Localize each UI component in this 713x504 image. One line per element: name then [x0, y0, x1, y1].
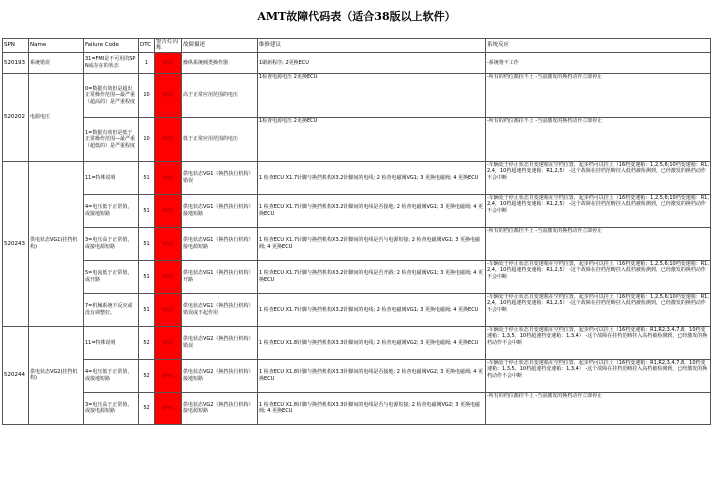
- repair-cell: 1 检查ECU X1.7针脚与换挡机构X3.2针脚间的电线; 2 检查电磁阀VG1; 3 更换电磁阀; 4 更换ECU: [258, 293, 486, 326]
- failure-code-cell: 4=电压低于正常值，或接地短路: [84, 194, 139, 227]
- table-header-row: [3, 39, 711, 53]
- lamp-cell: 警告灯: [155, 117, 182, 161]
- lamp-cell: 警告灯: [155, 52, 182, 73]
- lamp-cell: 警告灯: [155, 293, 182, 326]
- spn-cell: 520202: [3, 73, 29, 161]
- dtc-cell: 51: [139, 161, 155, 194]
- dtc-table: [2, 38, 711, 425]
- repair-cell: 1 检查ECU X1.7针脚与换挡机构X3.2针脚间的电线是否与电源短接; 2 检查电磁阀VG1; 3 更换电磁阀; 4 更换ECU: [258, 227, 486, 260]
- description-cell: 供电状态VG1（换挡执行机构）接地短路: [182, 194, 258, 227]
- reaction-cell: -车辆处于停止状态且变速箱在空档位置，起步档可以挂上（16档变速箱：1,2,5,6;10档变速箱：R1,2,4，10档超速档变速箱：R1,2,5） -这个故障在挂档范畴挂入低档被检测到，已经激发的换档动作不会中断: [486, 161, 711, 194]
- header-name: Name: [29, 39, 84, 53]
- table-row: [3, 293, 711, 326]
- description-cell: 供电状态VG1（换挡执行机构）错误: [182, 161, 258, 194]
- dtc-cell: 51: [139, 194, 155, 227]
- table-row: [3, 359, 711, 392]
- description-cell: 供电状态VG2（换挡执行机构）接电源短路: [182, 392, 258, 424]
- reaction-cell: -车辆处于停止状态且变速箱在空档位置，起步档可以挂上（16档变速箱：R1,R2,3,4,7,8，10档变速箱：1,3,5，10档超速档变速箱：1,3,4） -这个故障在挂档范畴挂入高档被检测到，已经激发的换档动作不会中断: [486, 326, 711, 359]
- dtc-cell: 51: [139, 227, 155, 260]
- repair-cell: 1 检查ECU X1.7针脚与换挡机构X3.2针脚间的电线是否开路; 2 检查电磁阀VG1; 3 更换电磁阀; 4 更换ECU: [258, 260, 486, 293]
- failure-code-cell: 1=数据有效但是低于正常操作范围—最严重（超低的）是严重程度: [84, 117, 139, 161]
- reaction-cell: -车辆处于停止状态且变速箱在空档位置，起步档可以挂上（16档变速箱：1,2,5,6;10档变速箱：R1,2,4，10档超速档变速箱：R1,2,5） -这个故障在挂档范畴挂入低档被检测到，已经激发的换档动作不会中断: [486, 194, 711, 227]
- header-reaction: 系统反应: [486, 39, 711, 53]
- failure-code-cell: 5=电流低于正常值，或开路: [84, 260, 139, 293]
- failure-code-cell: 11=特殊说明: [84, 326, 139, 359]
- table-row: [3, 73, 711, 117]
- failure-code-cell: 0=数据有效但是超出正常操作范围—最严重（超高的）是严重程度: [84, 73, 139, 117]
- description-cell: 供电状态VG2（换挡执行机构）接地短路: [182, 359, 258, 392]
- table-row: [3, 260, 711, 293]
- dtc-cell: 51: [139, 260, 155, 293]
- table-row: [3, 52, 711, 73]
- repair-cell: 1检查电源电压 2更换ECU: [258, 117, 486, 161]
- reaction-cell: -所有的档位都挂不上 -当前激发的换档动作立即停止: [486, 117, 711, 161]
- reaction-cell: -车辆处于停止状态且变速箱在空档位置，起步档可以挂上（16档变速箱：1,2,5,6;10档变速箱：R1,2,4，10档超速档变速箱：R1,2,5） -这个故障在挂档范畴挂入低档被检测到，已经激发的换档动作不会中断: [486, 293, 711, 326]
- lamp-cell: 警告灯: [155, 194, 182, 227]
- dtc-cell: 52: [139, 326, 155, 359]
- failure-code-cell: 3=电压高于正常值，或接电源短路: [84, 392, 139, 424]
- failure-code-cell: 11=特殊说明: [84, 161, 139, 194]
- failure-code-cell: 3=电压高于正常值，或接电源短路: [84, 227, 139, 260]
- lamp-cell: 警告灯: [155, 359, 182, 392]
- lamp-cell: 警告灯: [155, 260, 182, 293]
- reaction-cell: -所有的档位都挂不上 -当前激发的换档动作立即停止: [486, 392, 711, 424]
- reaction-cell: -所有的档位都挂不上 -当前激发的换档动作立即停止: [486, 73, 711, 117]
- description-cell: 供电状态VG1（换挡执行机构）接电源短路: [182, 227, 258, 260]
- dtc-cell: 52: [139, 359, 155, 392]
- spn-cell: 520193: [3, 52, 29, 73]
- reaction-cell: -车辆处于停止状态且变速箱在空档位置，起步档可以挂上（16档变速箱：R1,R2,3,4,7,8，10档变速箱：1,3,5，10档超速档变速箱：1,3,4） -这个故障在挂档范畴挂入高档被检测到，已经激发的换档动作不会中断: [486, 359, 711, 392]
- failure-code-cell: 7=机械系统不反应或没有调整好。: [84, 293, 139, 326]
- name-cell: 电源电压: [29, 73, 84, 161]
- lamp-cell: 警告灯: [155, 161, 182, 194]
- header-description: 故障描述: [182, 39, 258, 53]
- reaction-cell: -车辆处于停止状态且变速箱在空档位置，起步档可以挂上（16档变速箱：1,2,5,6;10档变速箱：R1,2,4，10档超速档变速箱：R1,2,5） -这个故障在挂档范畴挂入低档被检测到，已经激发的换档动作不会中断: [486, 260, 711, 293]
- description-cell: 高于正常应用范围的电压: [182, 73, 258, 117]
- header-dtc: DTC: [139, 39, 155, 53]
- dtc-cell: 1: [139, 52, 155, 73]
- header-lamp: 警告灯闪烁: [155, 39, 182, 53]
- reaction-cell: -系统将不工作: [486, 52, 711, 73]
- repair-cell: 1检查电源电压 2更换ECU: [258, 73, 486, 117]
- lamp-cell: 警告灯: [155, 326, 182, 359]
- repair-cell: 1 检查ECU X1.8针脚与换挡机构X3.3针脚间的电线是否与电源短接; 2 检查电磁阀VG2; 3 更换电磁阀; 4 更换ECU: [258, 392, 486, 424]
- description-cell: 供电状态VG1（换挡执行机构）错误或不起作用: [182, 293, 258, 326]
- lamp-cell: 警告灯: [155, 227, 182, 260]
- repair-cell: 1 检查ECU X1.8针脚与换挡机构X3.3针脚间的电线是否接地; 2 检查电磁阀VG2; 3 更换电磁阀; 4 更换ECU: [258, 359, 486, 392]
- lamp-cell: 警告灯: [155, 392, 182, 424]
- dtc-cell: 10: [139, 73, 155, 117]
- name-cell: 供电状态VG2(挂挡机构): [29, 326, 84, 424]
- name-cell: 系统错误: [29, 52, 84, 73]
- header-failure-code: Failure Code: [84, 39, 139, 53]
- description-cell: 供电状态VG1（换挡执行机构）开路: [182, 260, 258, 293]
- description-cell: 低于正常应用范围的电压: [182, 117, 258, 161]
- repair-cell: 1刷新程序; 2更换ECU: [258, 52, 486, 73]
- table-row: [3, 326, 711, 359]
- reaction-cell: -所有的档位都挂不上 -当前激发的换档动作立即停止: [486, 227, 711, 260]
- lamp-cell: 警告灯: [155, 73, 182, 117]
- name-cell: 供电状态VG1(挂挡机构): [29, 161, 84, 326]
- table-row: [3, 227, 711, 260]
- spn-cell: 520243: [3, 161, 29, 326]
- description-cell: 供电状态VG2（换挡执行机构）错误: [182, 326, 258, 359]
- dtc-cell: 51: [139, 293, 155, 326]
- page-title: AMT故障代码表（适合38版以上软件）: [257, 10, 456, 23]
- spn-cell: 520244: [3, 326, 29, 424]
- description-cell: 操纵系统阀类操作器: [182, 52, 258, 73]
- failure-code-cell: 31=FMI是不可用的SPN或存在的状态: [84, 52, 139, 73]
- dtc-cell: 10: [139, 117, 155, 161]
- repair-cell: 1 检查ECU X1.8针脚与换挡机构X3.3针脚间的电线; 2 检查电磁阀VG2; 3 更换电磁阀; 4 更换ECU: [258, 326, 486, 359]
- table-row: [3, 194, 711, 227]
- dtc-cell: 52: [139, 392, 155, 424]
- header-spn: SPN: [3, 39, 29, 53]
- table-row: [3, 161, 711, 194]
- repair-cell: 1 检查ECU X1.7针脚与换挡机构X3.2针脚间的电线; 2 检查电磁阀VG1; 3 更换电磁阀; 4 更换ECU: [258, 161, 486, 194]
- header-repair: 维修建议: [258, 39, 486, 53]
- failure-code-cell: 4=电压低于正常值，或接地短路: [84, 359, 139, 392]
- repair-cell: 1 检查ECU X1.7针脚与换挡机构X3.2针脚间的电线是否接地; 2 检查电磁阀VG1; 3 更换电磁阀; 4 更换ECU: [258, 194, 486, 227]
- table-row: [3, 392, 711, 424]
- table-row: [3, 117, 711, 161]
